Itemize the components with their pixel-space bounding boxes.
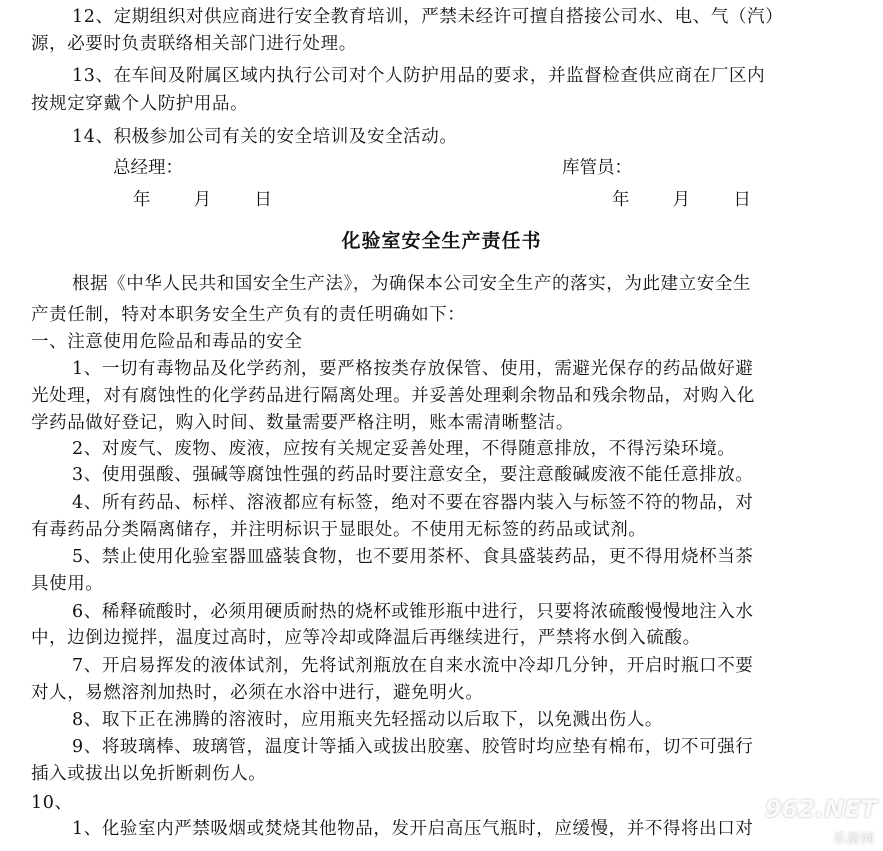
right-date-day: 日 (733, 190, 751, 210)
item-8-line1: 8、取下正在沸腾的溶液时，应用瓶夹先轻摇动以后取下，以免溅出伤人。 (72, 710, 663, 730)
prev-item-12-line1: 12、定期组织对供应商进行安全教育培训，严禁未经许可擅自搭接公司水、电、气（汽） (72, 7, 784, 27)
right-date-month: 月 (672, 190, 691, 210)
item-7-line1: 7、开启易挥发的液体试剂，先将试剂瓶放在自来水流中冷却几分钟，开启时瓶口不要 (72, 656, 754, 676)
document-title: 化验室安全生产责任书 (341, 230, 542, 252)
sub-item-1-line1: 1、化验室内严禁吸烟或焚烧其他物品，发开启高压气瓶时，应缓慢，并不得将出口对 (72, 819, 754, 839)
item-1-line1: 1、一切有毒物品及化学药剂，要严格按类存放保管、使用，需避光保存的药品做好避 (72, 359, 754, 379)
item-5-line2: 具使用。 (31, 574, 104, 594)
right-date (612, 187, 751, 214)
prev-item-13-line1: 13、在车间及附属区域内执行公司对个人防护用品的要求，并监督检查供应商在厂区内 (72, 66, 766, 86)
section-1-heading: 一、注意使用危险品和毒品的安全 (31, 332, 303, 352)
general-manager-label: 总经理： (113, 158, 183, 178)
watermark-subtitle: 乐游网 (832, 832, 875, 847)
item-7-line2: 对人，易燃溶剂加热时，必须在水浴中进行，避免明火。 (31, 683, 484, 703)
item-9-line1: 9、将玻璃棒、玻璃管，温度计等插入或拔出胶塞、胶管时均应垫有棉布，切不可强行 (72, 737, 754, 757)
item-9-line2: 插入或拔出以免折断刺伤人。 (31, 764, 267, 784)
item-6-line1: 6、稀释硫酸时，必须用硬质耐热的烧杯或锥形瓶中进行，只要将浓硫酸慢慢地注入水 (72, 602, 754, 622)
left-date-year: 年 (133, 190, 151, 210)
item-6-line2: 中，边倒边搅拌，温度过高时，应等冷却或降温后再继续进行，严禁将水倒入硫酸。 (31, 628, 701, 648)
item-1-line3: 学药品做好登记，购入时间、数量需要严格注明，账本需清晰整洁。 (31, 413, 574, 433)
item-1-line2: 光处理，对有腐蚀性的化学药品进行隔离处理。并妥善处理剩余物品和残余物品，对购入化 (31, 386, 755, 406)
item-2-line1: 2、对废气、废物、废液，应按有关规定妥善处理，不得随意排放，不得污染环境。 (72, 439, 736, 459)
item-3-line1: 3、使用强酸、强碱等腐蚀性强的药品时要注意安全，要注意酸碱废液不能任意排放。 (72, 465, 754, 485)
left-date (133, 187, 272, 214)
intro-line2: 产责任制，特对本职务安全生产负有的责任明确如下： (31, 305, 466, 325)
right-date-year: 年 (612, 190, 630, 210)
left-date-month: 月 (193, 190, 212, 210)
warehouse-keeper-label: 库管员： (562, 158, 632, 178)
item-4-line2: 有毒药品分类隔离储存，并注明标识于显眼处。不使用无标签的药品或试剂。 (31, 520, 647, 540)
prev-item-14-line1: 14、积极参加公司有关的安全培训及安全活动。 (72, 127, 458, 147)
item-5-line1: 5、禁止使用化验室器皿盛装食物，也不要用茶杯、食具盛装药品，更不得用烧杯当茶 (72, 547, 754, 567)
prev-item-12-line2: 源，必要时负责联络相关部门进行处理。 (31, 34, 357, 54)
item-4-line1: 4、所有药品、标样、溶液都应有标签，绝对不要在容器内装入与标签不符的物品，对 (72, 493, 754, 513)
watermark-logo: 962.NET (764, 795, 877, 823)
item-10-label: 10、 (31, 793, 73, 813)
intro-line1: 根据《中华人民共和国安全生产法》，为确保本公司安全生产的落实，为此建立安全生 (72, 274, 752, 294)
left-date-day: 日 (254, 190, 272, 210)
prev-item-13-line2: 按规定穿戴个人防护用品。 (31, 94, 249, 114)
